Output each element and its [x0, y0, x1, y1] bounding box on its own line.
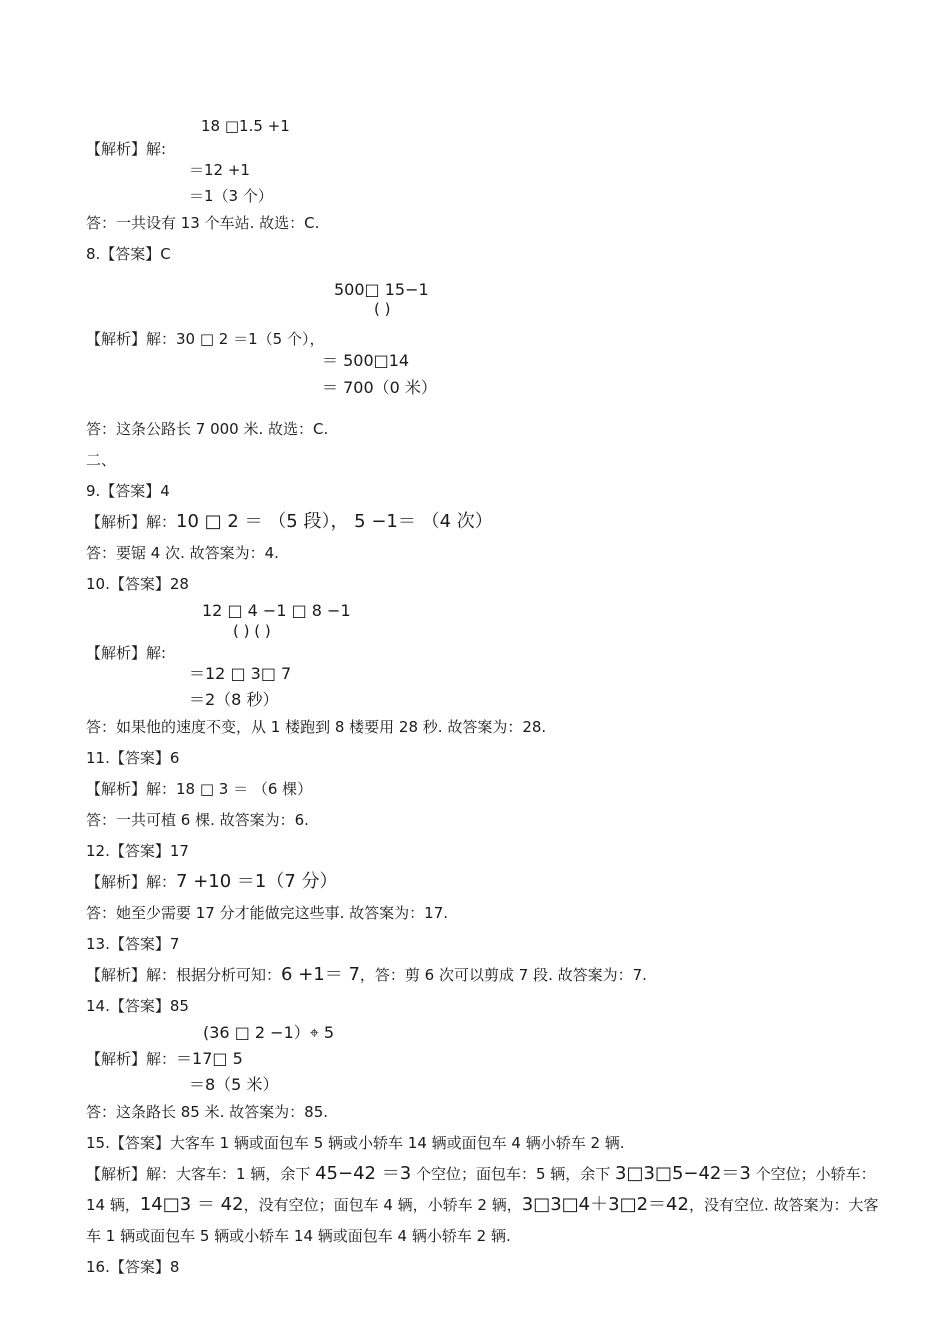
- q11-heading: 11.【答案】6: [86, 749, 180, 767]
- q15-analysis-line3: 车 1 辆或面包车 5 辆或小轿车 14 辆或面包车 4 辆小轿车 2 辆.: [86, 1227, 511, 1245]
- q10-answer: 答：如果他的速度不变，从 1 楼跑到 8 楼要用 28 秒. 故答案为：28.: [86, 718, 547, 736]
- q15-heading: 15.【答案】大客车 1 辆或面包车 5 辆或小轿车 14 辆或面包车 4 辆小轿车 2 辆.: [86, 1134, 625, 1152]
- q10-step1: ＝12 □ 3□ 7: [189, 664, 292, 683]
- q11-analysis: 【解析】解：18 □ 3 ＝ （6 棵）: [86, 780, 313, 798]
- section-heading-2: 二、: [86, 451, 117, 469]
- q9-analysis: [86, 512, 493, 532]
- q8-step2: ＝ 700（0 米）: [322, 378, 437, 397]
- q14-step1: ＝17□ 5: [176, 1049, 243, 1068]
- q8-fraction-paren: ( ): [374, 300, 391, 318]
- q8-step1: ＝ 500□14: [322, 351, 410, 370]
- q12-analysis-prefix: 【解析】解：: [86, 873, 177, 891]
- q8-fraction-numerator: 500□ 15−1: [334, 280, 429, 299]
- q14-analysis-prefix: 【解析】解：: [86, 1050, 177, 1068]
- q15-text-2c: ，没有空位. 故答案为：大客: [688, 1196, 879, 1214]
- q14-step2: ＝8（5 米）: [189, 1075, 279, 1094]
- q7-expression-top: 18 □1.5 +1: [201, 117, 290, 135]
- q15-math-2b: 3□3□4＋3□2＝42: [521, 1194, 689, 1215]
- q10-analysis-label: 【解析】解:: [86, 644, 167, 662]
- q9-analysis-prefix: 【解析】解：: [86, 513, 177, 531]
- q14-expression-top: (36 □ 2 −1）⌖ 5: [203, 1023, 335, 1042]
- q14-heading: 14.【答案】85: [86, 997, 189, 1015]
- q8-answer: 答：这条公路长 7 000 米. 故选：C.: [86, 420, 329, 438]
- q8-analysis: 【解析】解：30 □ 2 ＝1（5 个），: [86, 330, 325, 348]
- q15-math-2a: 14□3 ＝ 42: [139, 1194, 244, 1215]
- q7-answer: 答：一共设有 13 个车站. 故选：C.: [86, 214, 320, 232]
- q15-text-1c: 个空位；小轿车：: [750, 1165, 876, 1183]
- q10-step2: ＝2（8 秒）: [189, 690, 279, 709]
- q13-analysis-math: 6 +1＝ 7: [281, 964, 360, 985]
- q12-answer: 答：她至少需要 17 分才能做完这些事. 故答案为：17.: [86, 904, 449, 922]
- q15-text-2b: ，没有空位；面包车 4 辆，小轿车 2 辆，: [243, 1196, 522, 1214]
- q14-answer: 答：这条路长 85 米. 故答案为：85.: [86, 1103, 329, 1121]
- q10-paren: ( ) ( ): [233, 622, 271, 640]
- q9-heading: 9.【答案】4: [86, 482, 170, 500]
- q7-step2: ＝1（3 个）: [189, 187, 273, 205]
- q9-answer: 答：要锯 4 次. 故答案为：4.: [86, 544, 279, 562]
- q7-step1: ＝12 +1: [189, 161, 250, 179]
- q13-analysis: [86, 965, 647, 985]
- q12-analysis: [86, 872, 338, 892]
- q15-math-1a: 45−42 ＝3: [315, 1163, 412, 1184]
- q13-heading: 13.【答案】7: [86, 935, 180, 953]
- q13-analysis-prefix: 【解析】解：根据分析可知：: [86, 966, 282, 984]
- q15-text-1a: 【解析】解：大客车：1 辆，余下: [86, 1165, 316, 1183]
- q15-analysis-line2: [86, 1195, 878, 1215]
- q15-text-2a: 14 辆，: [86, 1196, 140, 1214]
- q12-analysis-math: 7 +10 ＝1（7 分）: [176, 871, 338, 892]
- q16-heading: 16.【答案】8: [86, 1258, 180, 1276]
- q9-analysis-math: 10 □ 2 ＝ （5 段）， 5 −1＝ （4 次）: [176, 511, 493, 532]
- q15-analysis-line1: [86, 1164, 876, 1184]
- q15-math-1b: 3□3□5−42＝3: [615, 1163, 751, 1184]
- q15-text-1b: 个空位；面包车：5 辆，余下: [411, 1165, 616, 1183]
- q10-heading: 10.【答案】28: [86, 575, 189, 593]
- q12-heading: 12.【答案】17: [86, 842, 189, 860]
- q13-analysis-suffix: ，答：剪 6 次可以剪成 7 段. 故答案为：7.: [359, 966, 647, 984]
- q8-heading: 8.【答案】C: [86, 245, 171, 263]
- q10-expression-top: 12 □ 4 −1 □ 8 −1: [202, 601, 351, 620]
- q14-analysis-label: [86, 1049, 243, 1069]
- q11-answer: 答：一共可植 6 棵. 故答案为：6.: [86, 811, 309, 829]
- q7-analysis-label: 【解析】解:: [86, 140, 167, 158]
